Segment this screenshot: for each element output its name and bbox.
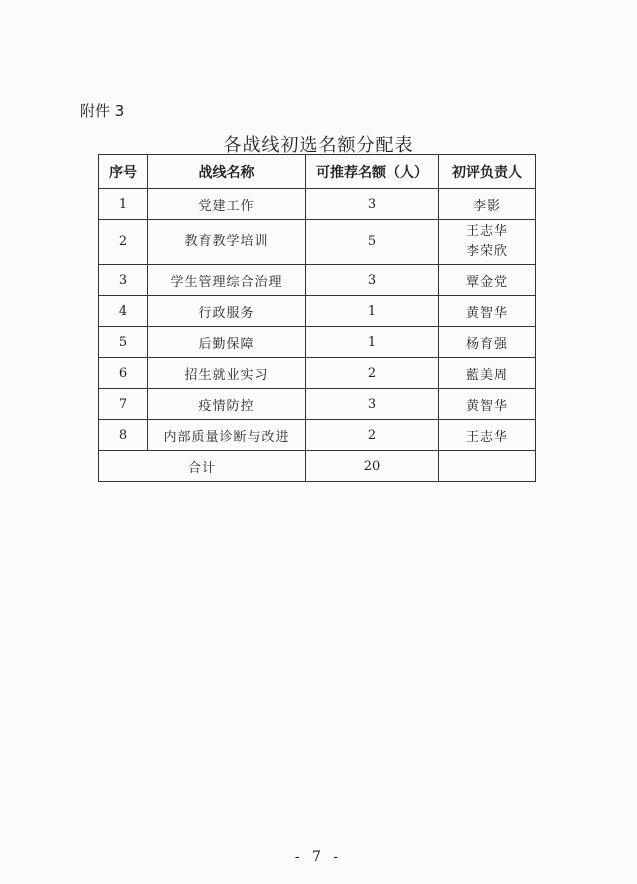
table-row [99, 220, 536, 265]
cell-line-name: 教育教学培训 [148, 220, 306, 265]
cell-responsible-person [439, 358, 536, 389]
cell-line-name: 行政服务 [148, 296, 306, 327]
cell-no: 3 [99, 265, 148, 296]
header-line-name: 战线名称 [148, 155, 306, 189]
cell-quota: 3 [306, 389, 439, 420]
cell-line-name: 后勤保障 [148, 327, 306, 358]
cell-line-name: 党建工作 [148, 189, 306, 220]
cell-line-name: 内部质量诊断与改进 [148, 420, 306, 451]
cell-quota: 2 [306, 420, 439, 451]
person-name: 黄智华 [465, 398, 508, 414]
cell-no: 7 [99, 389, 148, 420]
person-name: 李荣欣 [465, 244, 508, 259]
cell-responsible-person [439, 296, 536, 327]
cell-quota: 5 [306, 220, 439, 265]
cell-no: 2 [99, 220, 148, 265]
table-row [99, 389, 536, 420]
person-name: 王志华 [465, 429, 508, 445]
table-row [99, 420, 536, 451]
person-name: 藍美周 [465, 367, 508, 383]
cell-no: 5 [99, 327, 148, 358]
table-row [99, 327, 536, 358]
person-name: 王志华 [465, 224, 508, 239]
total-label: 合计 [99, 451, 306, 482]
person-name: 杨育强 [465, 336, 508, 352]
person-name: 覃金党 [465, 274, 508, 290]
cell-responsible-person [439, 389, 536, 420]
table-row [99, 296, 536, 327]
cell-line-name: 学生管理综合治理 [148, 265, 306, 296]
cell-responsible-person [439, 189, 536, 220]
page-number: - 7 - [294, 849, 343, 865]
cell-responsible-person [439, 265, 536, 296]
cell-quota: 1 [306, 296, 439, 327]
cell-no: 1 [99, 189, 148, 220]
table-row [99, 358, 536, 389]
cell-quota: 1 [306, 327, 439, 358]
person-name: 黄智华 [465, 305, 508, 321]
table-row [99, 265, 536, 296]
total-person [439, 451, 536, 482]
cell-no: 6 [99, 358, 148, 389]
table-total-row [99, 451, 536, 482]
cell-responsible-person [439, 220, 536, 265]
header-responsible-person: 初评负责人 [439, 155, 536, 189]
cell-responsible-person [439, 327, 536, 358]
cell-quota: 3 [306, 265, 439, 296]
header-quota: 可推荐名额（人） [306, 155, 439, 189]
cell-quota: 3 [306, 189, 439, 220]
cell-line-name: 疫情防控 [148, 389, 306, 420]
header-no: 序号 [99, 155, 148, 189]
cell-responsible-person [439, 420, 536, 451]
table-title: 各战线初选名额分配表 [223, 135, 414, 156]
total-quota: 20 [306, 451, 439, 482]
person-name: 李影 [472, 198, 501, 214]
cell-no: 8 [99, 420, 148, 451]
cell-no: 4 [99, 296, 148, 327]
quota-allocation-table [98, 154, 536, 482]
table-header-row [99, 155, 536, 189]
cell-line-name: 招生就业实习 [148, 358, 306, 389]
attachment-label: 附件 3 [80, 102, 125, 120]
table-row [99, 189, 536, 220]
cell-quota: 2 [306, 358, 439, 389]
